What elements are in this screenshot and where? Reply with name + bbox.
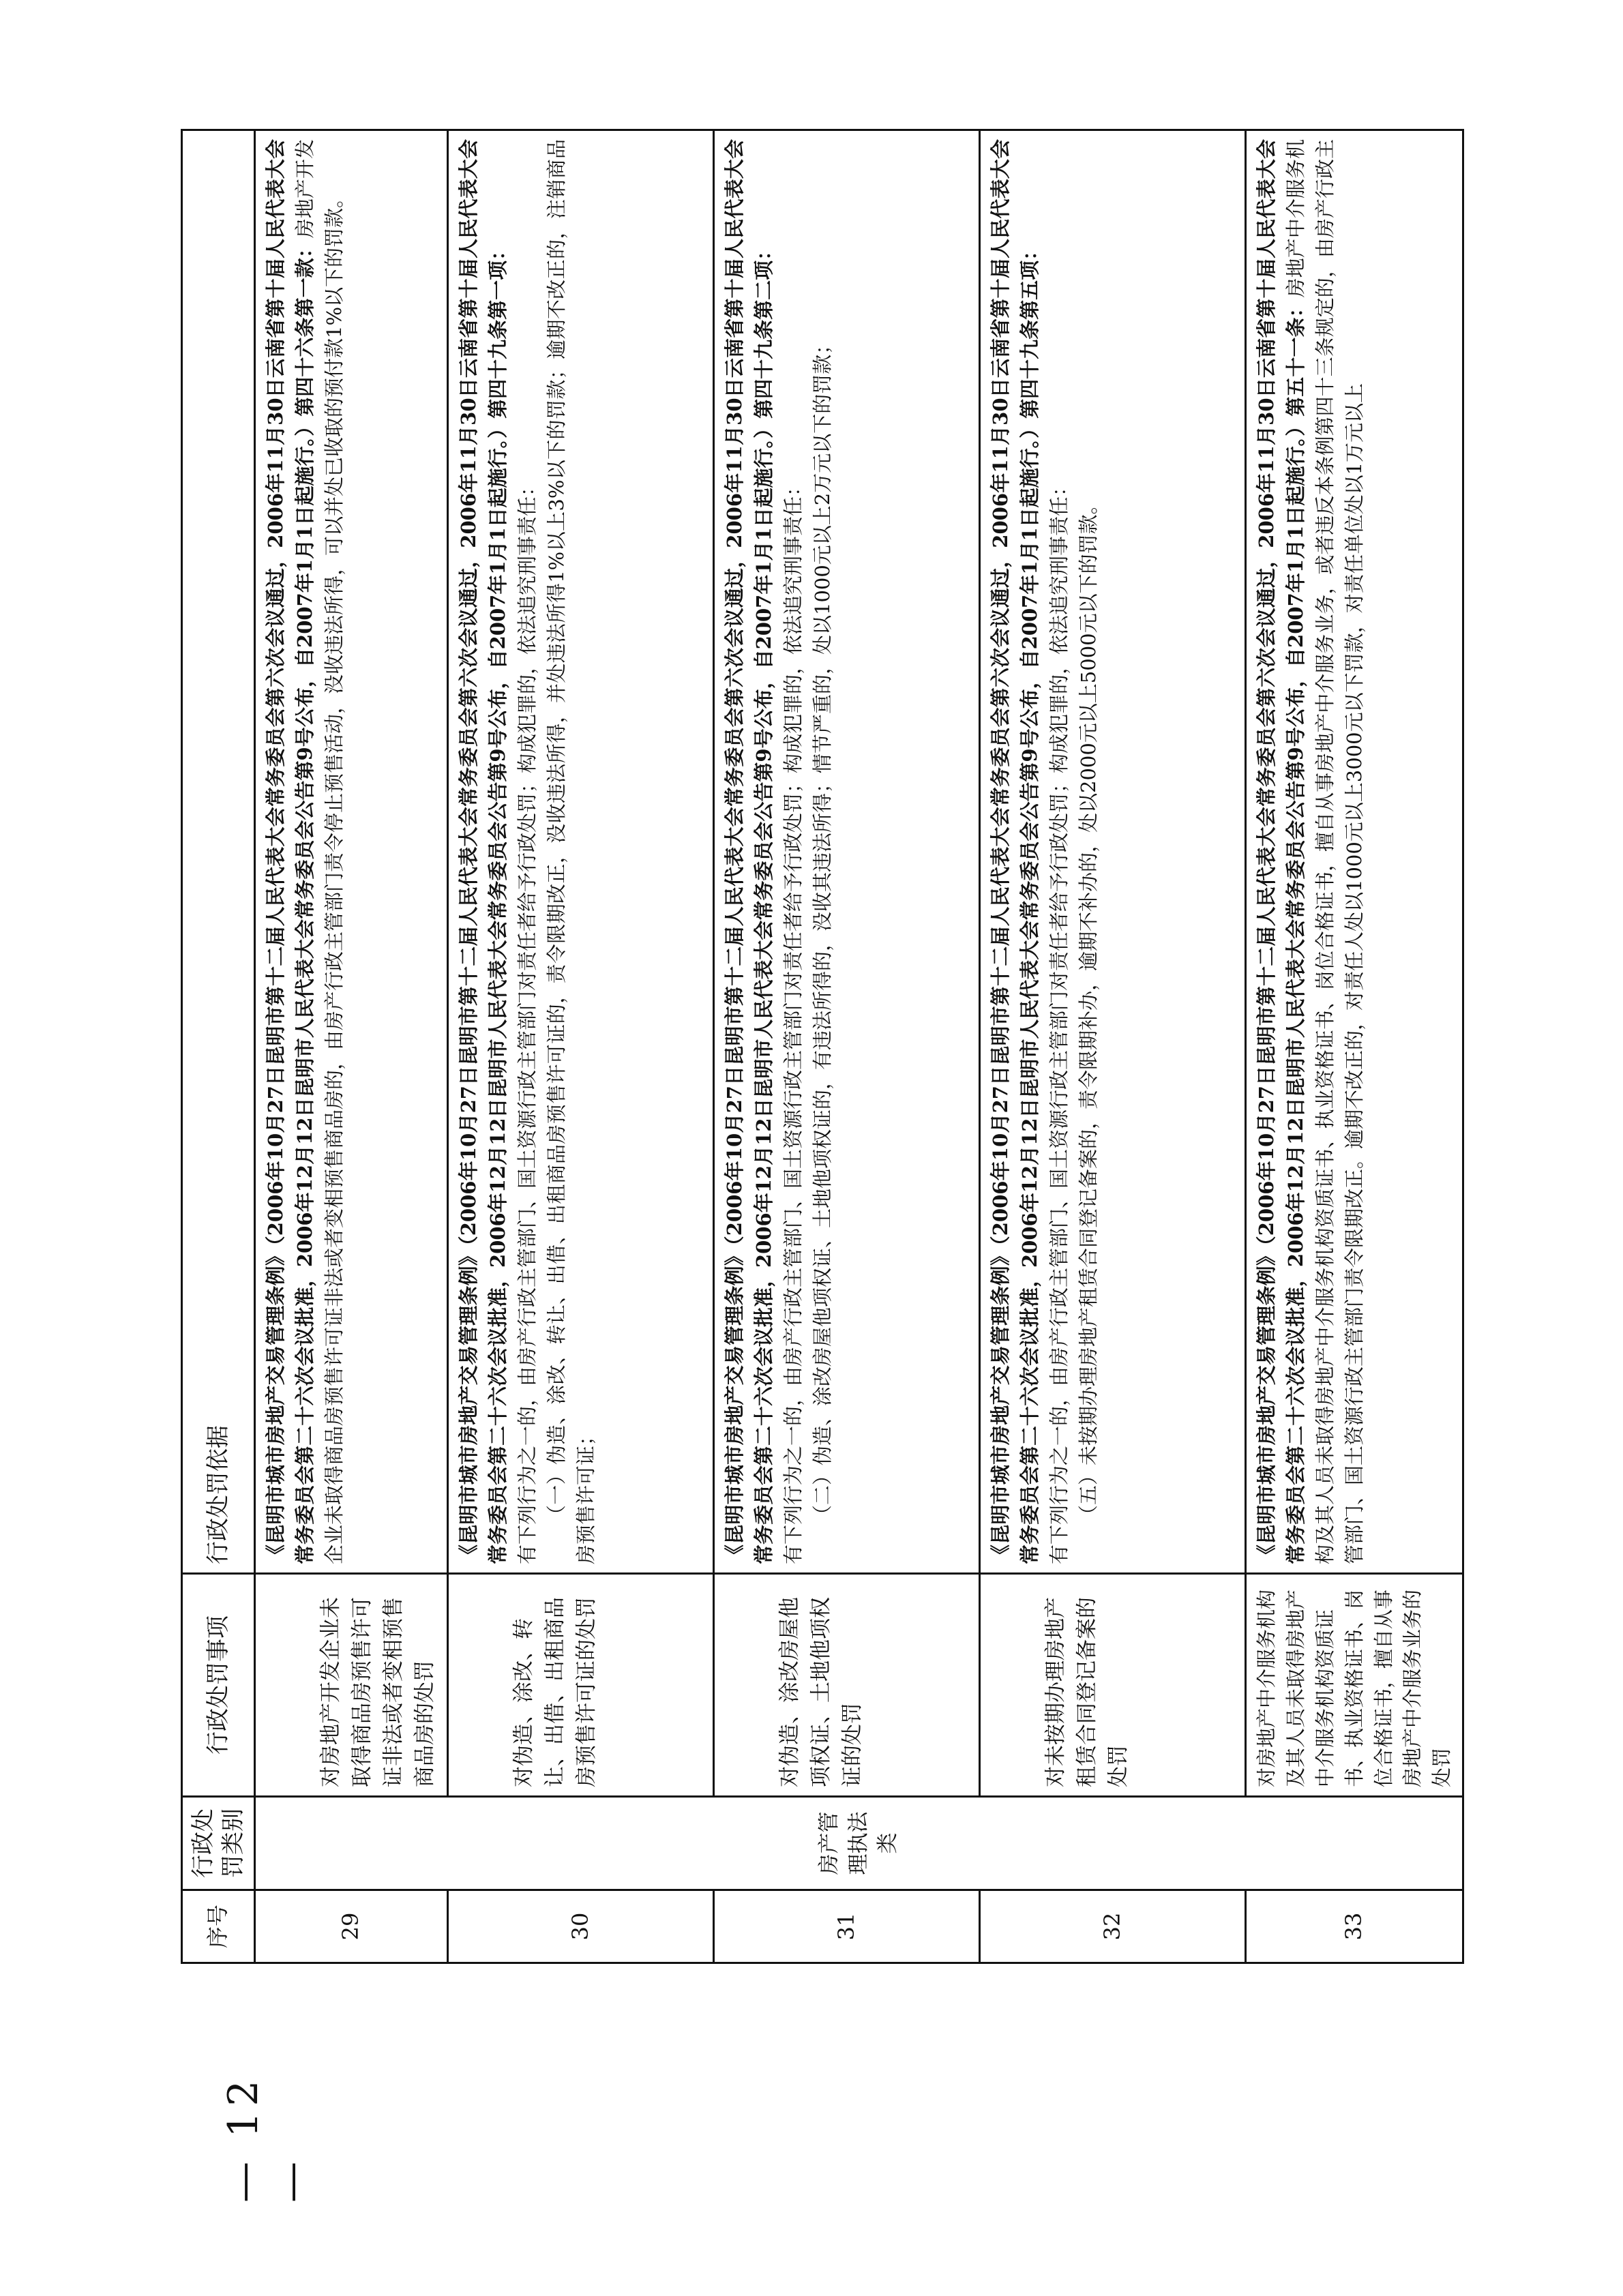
row-item: [255, 1574, 448, 1797]
row-item-text: 对伪造、涂改、转让、出借、出租商品房预售许可证的处罚: [511, 1597, 599, 1787]
table-header-row: [182, 130, 255, 1963]
table-row: [447, 130, 713, 1963]
table-row: [979, 130, 1245, 1963]
row-item: [447, 1574, 713, 1797]
row-basis: [447, 130, 713, 1574]
row-item: [979, 1574, 1245, 1797]
row-item-text: 对房地产开发企业未取得商品房预售许可证非法或者变相预售商品房的处罚: [318, 1597, 437, 1787]
row-seq: 32: [979, 1890, 1245, 1963]
row-item-text: 对房地产中介服务机构及其人员未取得房地产中介服务机构资质证书、执业资格证书、岗位合格证书，擅自从事房地产中介服务业务的处罚: [1254, 1589, 1454, 1787]
header-item: 行政处罚事项: [182, 1574, 255, 1797]
row-item-text: 对未按期办理房地产租赁合同登记备案的处罚: [1043, 1597, 1131, 1787]
basis-regulation: 《昆明市城市房地产交易管理条例》（2006年10月27日昆明市第十二届人民代表大会常务委员会第六次会议通过，2006年11月30日云南省第十届人民代表大会常务委员会第二十六次会议批准，2006年12月12日昆明市人民代表大会常务委员会公告第9号公布，自2007年1月1日起施行。）第四十九条第一项：: [456, 139, 509, 1564]
table-row: [1245, 130, 1463, 1963]
header-seq: 序号: [182, 1890, 255, 1963]
basis-text: 有下列行为之一的，由房产行政主管部门、国土资源行政主管部门对责任者给予行政处罚；构成犯罪的，依法追究刑事责任：: [515, 476, 539, 1564]
row-basis: [255, 130, 448, 1574]
row-item: [713, 1574, 979, 1797]
basis-text: 有下列行为之一的，由房产行政主管部门、国土资源行政主管部门对责任者给予行政处罚；构成犯罪的，依法追究刑事责任：: [1047, 476, 1071, 1564]
row-item-text: 对伪造、涂改房屋他项权证、土地他项权证的处罚: [777, 1597, 865, 1787]
table-row: [713, 130, 979, 1963]
basis-regulation: 《昆明市城市房地产交易管理条例》（2006年10月27日昆明市第十二届人民代表大会常务委员会第六次会议通过，2006年11月30日云南省第十届人民代表大会常务委员会第二十六次会议批准，2006年12月12日昆明市人民代表大会常务委员会公告第9号公布，自2007年1月1日起施行。）第四十六条第一款：: [264, 139, 317, 1564]
basis-regulation: 《昆明市城市房地产交易管理条例》（2006年10月27日昆明市第十二届人民代表大会常务委员会第六次会议通过，2006年11月30日云南省第十届人民代表大会常务委员会第二十六次会议批准，2006年12月12日昆明市人民代表大会常务委员会公告第9号公布，自2007年1月1日起施行。）第五十一条：: [1254, 139, 1307, 1564]
row-item: [1245, 1574, 1463, 1797]
basis-text: （五）未按期办理房地产租赁合同登记备案的，责令限期补办，逾期不补办的，处以2000元以上5000元以下的罚款。: [1076, 494, 1100, 1525]
row-seq: 30: [447, 1890, 713, 1963]
header-category: 行政处罚类别: [182, 1797, 255, 1890]
basis-text: 房地产中介服务机构及其人员未取得房地产中介服务机构资质证书、执业资格证书、岗位合格证书，擅自从事房地产中介服务业务，或者违反本条例第四十三条规定的，由房产行政主管部门、国土资源行政主管部门责令限期改正。逾期不改正的，对责任人处以1000元以上3000元以下罚款，对责任单位处以1万元以上: [1283, 139, 1366, 1564]
basis-regulation: 《昆明市城市房地产交易管理条例》（2006年10月27日昆明市第十二届人民代表大会常务委员会第六次会议通过，2006年11月30日云南省第十届人民代表大会常务委员会第二十六次会议批准，2006年12月12日昆明市人民代表大会常务委员会公告第9号公布，自2007年1月1日起施行。）第四十九条第二项：: [722, 139, 775, 1564]
row-seq: 29: [255, 1890, 448, 1963]
row-basis: [713, 130, 979, 1574]
row-seq: 31: [713, 1890, 979, 1963]
row-basis: [979, 130, 1245, 1574]
row-seq: 33: [1245, 1890, 1463, 1963]
row-basis: [1245, 130, 1463, 1574]
basis-text: 房地产开发企业未取得商品房预售许可证非法或者变相预售商品房的，由房产行政主管部门责令停止预售活动，没收违法所得，可以并处已收取的预付款1%以下的罚款。: [293, 139, 346, 1564]
category-cell: [255, 1797, 1463, 1890]
basis-text: （二）伪造、涂改房屋他项权证、土地他项权证的，有违法所得的，没收其违法所得；情节严重的，处以1000元以上2万元以下的罚款；: [810, 334, 834, 1525]
basis-text: 有下列行为之一的，由房产行政主管部门、国土资源行政主管部门对责任者给予行政处罚；构成犯罪的，依法追究刑事责任：: [781, 476, 805, 1564]
table-row: [255, 130, 448, 1963]
header-basis: 行政处罚依据: [182, 130, 255, 1574]
basis-regulation: 《昆明市城市房地产交易管理条例》（2006年10月27日昆明市第十二届人民代表大会常务委员会第六次会议通过，2006年11月30日云南省第十届人民代表大会常务委员会第二十六次会议批准，2006年12月12日昆明市人民代表大会常务委员会公告第9号公布，自2007年1月1日起施行。）第四十九条第五项：: [988, 139, 1041, 1564]
penalty-table: [181, 129, 1464, 1964]
penalty-table-container: [181, 139, 1454, 1964]
page-number: — 12 —: [220, 2074, 315, 2203]
category-label: 房产管理执法类: [817, 1811, 901, 1875]
basis-text: （一）伪造、涂改、转让、出借、出租商品房预售许可证的，责令限期改正，没收违法所得，并处违法所得1%以上3%以下的罚款；逾期不改正的，注销商品房预售许可证；: [544, 139, 597, 1564]
